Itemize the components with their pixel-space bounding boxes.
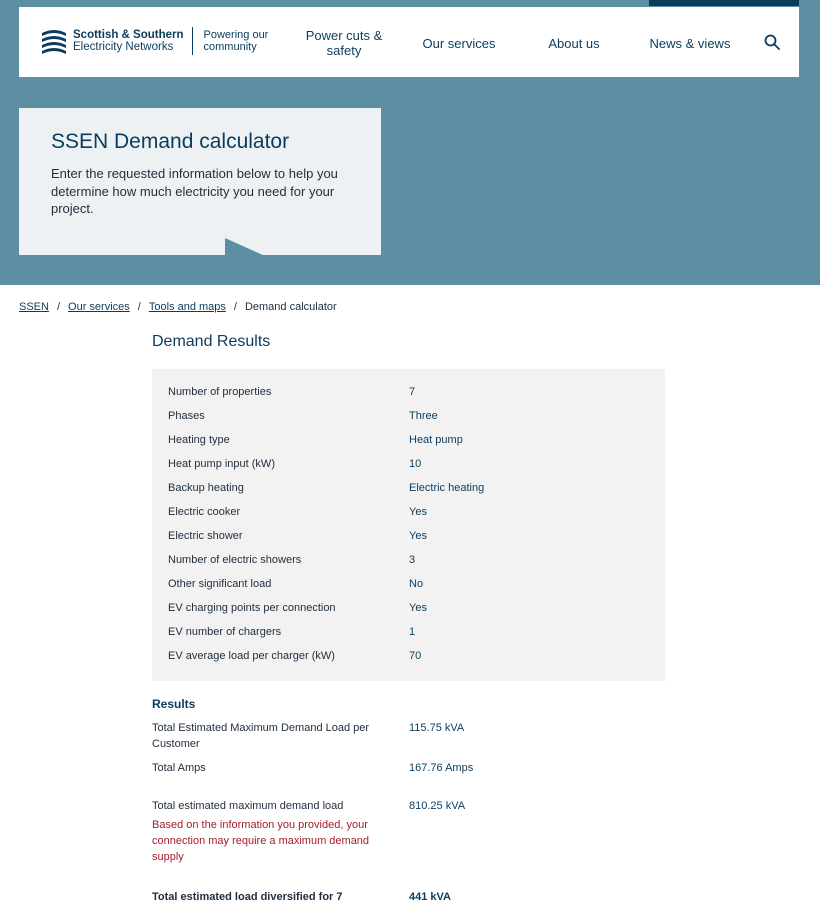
search-icon[interactable] xyxy=(764,34,780,50)
summary-row xyxy=(168,481,484,495)
summary-value: Yes xyxy=(409,602,427,614)
summary-label: EV charging points per connection xyxy=(168,602,336,614)
logo-divider xyxy=(192,27,193,55)
hero-banner xyxy=(0,0,820,285)
summary-label: EV average load per charger (kW) xyxy=(168,650,335,662)
breadcrumb-separator: / xyxy=(137,301,141,313)
summary-value: 1 xyxy=(409,626,416,638)
result-label-total-amps: Total Amps xyxy=(152,762,206,774)
brand-name xyxy=(73,29,184,53)
summary-label: Phases xyxy=(168,410,205,422)
summary-value: Three xyxy=(409,410,438,422)
summary-label: Number of properties xyxy=(168,386,272,398)
hero-accent-bar xyxy=(649,0,799,6)
top-navigation xyxy=(19,7,799,77)
summary-row xyxy=(168,577,423,591)
summary-value: 70 xyxy=(409,650,422,662)
breadcrumb-link-tools-and-maps[interactable]: Tools and maps xyxy=(148,301,226,313)
result-value-max-demand: 810.25 kVA xyxy=(409,800,466,812)
result-label-demand-per-customer: Total Estimated Maximum Demand Load per Customer xyxy=(152,722,370,750)
brand-name-line2: Electricity Networks xyxy=(73,41,174,53)
summary-value: Heat pump xyxy=(409,434,463,446)
summary-row xyxy=(168,601,427,615)
summary-label: Electric shower xyxy=(168,530,243,542)
nav-our-services[interactable]: Our services xyxy=(422,36,496,51)
results-heading: Demand Results xyxy=(152,333,271,350)
brand-tagline: Powering our community xyxy=(203,29,269,53)
summary-row xyxy=(168,409,438,423)
summary-label: Other significant load xyxy=(168,578,272,590)
breadcrumb-current: Demand calculator xyxy=(244,301,337,313)
breadcrumb-separator: / xyxy=(233,301,237,313)
nav-news-views[interactable]: News & views xyxy=(649,36,731,51)
result-value-diversified: 441 kVA xyxy=(409,891,451,903)
summary-label: Heat pump input (kW) xyxy=(168,458,275,470)
summary-value: 7 xyxy=(409,386,416,398)
breadcrumb xyxy=(19,301,337,313)
breadcrumb-link-our-services[interactable]: Our services xyxy=(68,301,130,313)
summary-row xyxy=(168,505,427,519)
nav-power-cuts-safety[interactable]: Power cuts & safety xyxy=(305,28,383,58)
breadcrumb-separator: / xyxy=(56,301,61,313)
brand-logo[interactable] xyxy=(40,27,276,55)
summary-label: EV number of chargers xyxy=(168,626,282,638)
summary-value: 3 xyxy=(409,554,416,566)
nav-about-us[interactable]: About us xyxy=(548,36,600,51)
summary-value: Yes xyxy=(409,506,427,518)
result-label-diversified: Total estimated load diversified for 7 xyxy=(152,891,343,903)
summary-value: Yes xyxy=(409,530,427,542)
summary-row xyxy=(168,433,463,447)
result-value-total-amps: 167.76 Amps xyxy=(409,762,474,774)
summary-row xyxy=(168,553,415,567)
summary-row xyxy=(168,457,421,471)
summary-row xyxy=(168,385,415,399)
summary-value: Electric heating xyxy=(409,482,485,494)
summary-label: Backup heating xyxy=(168,482,244,494)
brand-name-line1: Scottish & Southern xyxy=(73,29,184,41)
summary-label: Number of electric showers xyxy=(168,554,302,566)
input-summary-panel xyxy=(152,369,665,681)
max-demand-warning: Based on the information you provided, your connection may require a maximum demand supply xyxy=(152,819,370,863)
ssen-logo-icon xyxy=(40,27,68,55)
hero-card xyxy=(19,108,381,255)
summary-value: 10 xyxy=(409,458,422,470)
summary-label: Heating type xyxy=(168,434,230,446)
summary-row xyxy=(168,649,421,663)
page-title: SSEN Demand calculator xyxy=(51,130,290,153)
summary-label: Electric cooker xyxy=(168,506,241,518)
summary-row xyxy=(168,625,415,639)
page-description: Enter the requested information below to help you determine how much electricity you need for your project. xyxy=(51,166,338,216)
summary-row xyxy=(168,529,427,543)
summary-value: No xyxy=(409,578,424,590)
results-subheading: Results xyxy=(152,697,196,711)
result-value-demand-per-customer: 115.75 kVA xyxy=(409,722,465,734)
breadcrumb-link-ssen[interactable]: SSEN xyxy=(19,301,49,313)
result-label-max-demand: Total estimated maximum demand load xyxy=(152,800,344,812)
